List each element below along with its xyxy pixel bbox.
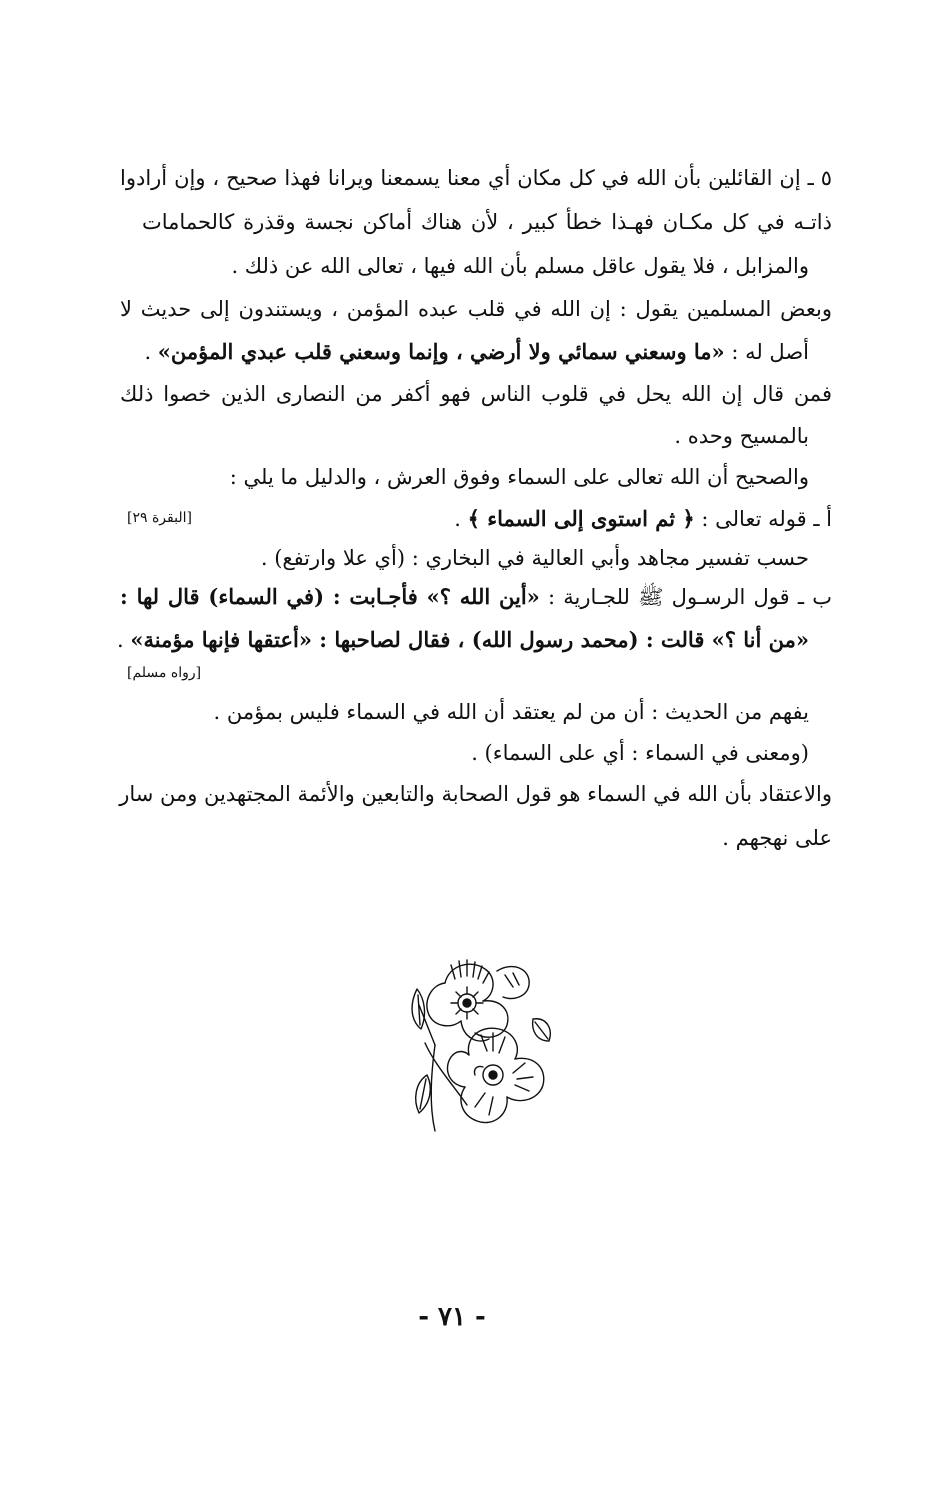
quran-verse: ﴿ ثم استوى إلى السماء ﴾ bbox=[467, 506, 695, 531]
text-line-1: ٥ ـ إن القائلين بأن الله في كل مكان أي معنا يسمعنا ويرانا فهذا صحيح ، وإن أرادوا bbox=[120, 166, 832, 190]
text-line-10: حسب تفسير مجاهد وأبي العالية في البخاري : (أي علا وارتفع) . bbox=[260, 546, 809, 570]
text-line-9-lead: أ ـ قوله تعالى : bbox=[694, 507, 832, 531]
text-line-4: وبعض المسلمين يقول : إن الله في قلب عبده المؤمن ، ويستندون إلى حديث لا bbox=[120, 297, 832, 321]
text-line-11-lead: ب ـ قول الرسـول ﷺ للجـارية : bbox=[539, 585, 832, 609]
page-number: - ٧١ - bbox=[418, 1302, 486, 1332]
hadith-quote: «ما وسعني سمائي ولا أرضي ، وإنما وسعني قلب عبدي المؤمن» bbox=[157, 339, 725, 364]
text-line-5-lead: أصل له : bbox=[724, 340, 809, 364]
text-line-8: والصحيح أن الله تعالى على السماء وفوق العرش ، والدليل ما يلي : bbox=[229, 465, 809, 489]
text-line-14: (ومعنى في السماء : أي على السماء) . bbox=[471, 741, 809, 765]
text-line-5-end: . bbox=[144, 340, 158, 364]
text-line-3: والمزابل ، فلا يقول عاقل مسلم بأن الله فيها ، تعالى الله عن ذلك . bbox=[231, 254, 809, 278]
text-line-9-end: . bbox=[454, 507, 468, 531]
flower-ornament-icon bbox=[405, 955, 555, 1135]
text-line-12-end: . bbox=[117, 628, 131, 652]
text-line-2: ذاتـه في كل مكـان فهـذا خطأ كبير ، لأن هناك أماكن نجسة وقذرة كالحمامات bbox=[142, 210, 832, 234]
text-line-5 bbox=[144, 337, 809, 367]
text-line-6: فمن قال إن الله يحل في قلوب الناس فهو أكفر من النصارى الذين خصوا ذلك bbox=[120, 382, 832, 406]
text-line-11 bbox=[120, 582, 832, 612]
text-line-13: يفهم من الحديث : أن من لم يعتقد أن الله في السماء فليس بمؤمن . bbox=[213, 700, 809, 724]
text-line-9 bbox=[454, 504, 832, 534]
reference-muslim: [رواه مسلم] bbox=[127, 665, 202, 681]
hadith-dialogue: «أين الله ؟» فأجـابت : (في السماء) قال لها : bbox=[120, 584, 540, 609]
text-line-7: بالمسيح وحده . bbox=[674, 424, 809, 448]
text-line-16: على نهجهم . bbox=[722, 826, 832, 850]
text-line-12 bbox=[117, 625, 809, 655]
reference-baqara: [البقرة ٢٩] bbox=[127, 510, 192, 526]
hadith-dialogue-cont: «من أنا ؟» قالت : (محمد رسول الله) ، فقال لصاحبها : «أعتقها فإنها مؤمنة» bbox=[130, 627, 809, 652]
text-line-15: والاعتقاد بأن الله في السماء هو قول الصحابة والتابعين والأئمة المجتهدين ومن سار bbox=[119, 782, 832, 806]
